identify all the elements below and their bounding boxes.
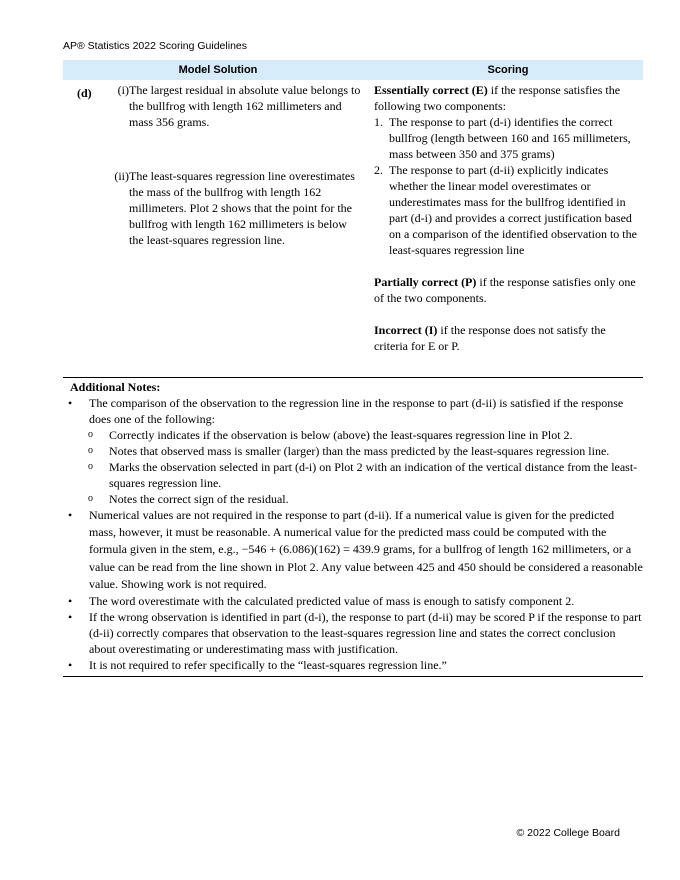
sub-note-text: Notes the correct sign of the residual.	[109, 492, 289, 506]
circle-bullet-icon: o	[88, 461, 93, 472]
page-header: AP® Statistics 2022 Scoring Guidelines	[63, 40, 247, 52]
item-i-text: The largest residual in absolute value belongs to the bullfrog with length 162 millimeters and mass 356 grams.	[129, 83, 361, 129]
component-2-text: The response to part (d-ii) explicitly indicates whether the linear model overestimates or underestimates mass for the bullfrog identified in part (d-i) and provides a correct justification based on a comparison of the identified observation to the least-squares regression line	[389, 163, 637, 257]
circle-bullet-icon: o	[88, 445, 93, 456]
item-ii-text: The least-squares regression line overestimates the mass of the bullfrog with length 162 millimeters. Plot 2 shows that the point for the bullfrog with length 162 millimeters is below the least-squares regression line.	[129, 169, 355, 247]
note-bullet	[63, 593, 643, 609]
component-1	[374, 114, 642, 162]
sub-note-text: Notes that observed mass is smaller (larger) than the mass predicted by the least-squares regression line.	[109, 444, 610, 458]
bullet-icon: •	[68, 610, 73, 625]
note-text: It is not required to refer specifically to the “least-squares regression line.”	[89, 658, 447, 673]
component-1-number: 1.	[374, 115, 383, 129]
note-text: Numerical values are not required in the response to part (d-ii). If a numerical value is given for the predicted mass, however, it must be reasonable. A numerical value for the predicted mass could be computed with the formula given in the stem, e.g.,	[89, 508, 615, 557]
i-label: Incorrect (I)	[374, 323, 438, 337]
bullet-icon: •	[68, 508, 73, 522]
bullet-icon: •	[68, 594, 73, 609]
item-ii-label: (ii)	[114, 169, 129, 183]
note-bullet	[63, 395, 643, 427]
predicted-mass-formula: −546 + (6.086)(162) = 439.9	[241, 542, 380, 557]
note-bullet	[63, 609, 643, 657]
note-text: The word overestimate with the calculated predicted value of mass is enough to satisfy component 2.	[89, 594, 575, 609]
i-text: if the response does not satisfy the criteria for E or P.	[374, 323, 606, 353]
note-text: grams, for a bullfrog of length 162 millimeters, or a value can be read from the line shown in Plot 2. Any value between 425 and 450 should be considered a reasonable value. Showing work is not required.	[89, 542, 643, 591]
scoring-column	[374, 82, 642, 354]
note-text: The comparison of the observation to the regression line in the response to part (d-ii) is satisfied if the response does one of the following:	[89, 396, 624, 426]
scoring-heading: Scoring	[487, 64, 529, 76]
p-label: Partially correct (P)	[374, 275, 477, 289]
scoring-table	[63, 60, 643, 377]
copyright-footer: © 2022 College Board	[516, 827, 620, 839]
circle-bullet-icon: o	[88, 429, 93, 440]
circle-bullet-icon: o	[88, 493, 93, 504]
sub-note-text: Marks the observation selected in part (d-i) on Plot 2 with an indication of the vertical distance from the least-squares regression line.	[109, 460, 638, 490]
model-solution-heading: Model Solution	[178, 64, 258, 76]
essentially-correct-criteria	[374, 82, 642, 114]
table-header	[63, 60, 643, 80]
partially-correct-criteria	[374, 274, 642, 306]
part-d-row	[63, 80, 643, 377]
part-label: (d)	[77, 86, 92, 100]
sub-bullet	[63, 443, 643, 459]
component-1-text: The response to part (d-i) identifies the correct bullfrog (length between 160 and 165 millimeters, mass between 350 and 375 grams)	[389, 115, 631, 161]
incorrect-criteria	[374, 322, 642, 354]
additional-notes	[63, 377, 643, 677]
sub-bullet	[63, 427, 643, 443]
component-2	[374, 162, 642, 258]
note-text: If the wrong observation is identified in part (d-i), the response to part (d-ii) may be scored P if the response to part (d-ii) correctly compares that observation to the least-squares regression line and states the correct conclusion about overestimating or underestimating mass with justification.	[89, 610, 642, 657]
e-label: Essentially correct (E)	[374, 83, 488, 97]
bullet-icon: •	[68, 396, 73, 410]
p-text: if the response satisfies only one of the two components.	[374, 275, 636, 305]
component-2-number: 2.	[374, 163, 383, 177]
notes-title: Additional Notes:	[70, 380, 161, 394]
e-text: if the response satisfies the following two components:	[374, 83, 621, 113]
sub-bullet	[63, 491, 643, 507]
components-list	[374, 114, 642, 258]
note-bullet	[63, 657, 643, 673]
item-i-label: (i)	[117, 83, 129, 97]
bullet-icon: •	[68, 658, 73, 673]
sub-bullet	[63, 459, 643, 491]
sub-note-text: Correctly indicates if the observation is below (above) the least-squares regression line in Plot 2.	[109, 428, 573, 442]
note-bullet	[63, 507, 643, 593]
